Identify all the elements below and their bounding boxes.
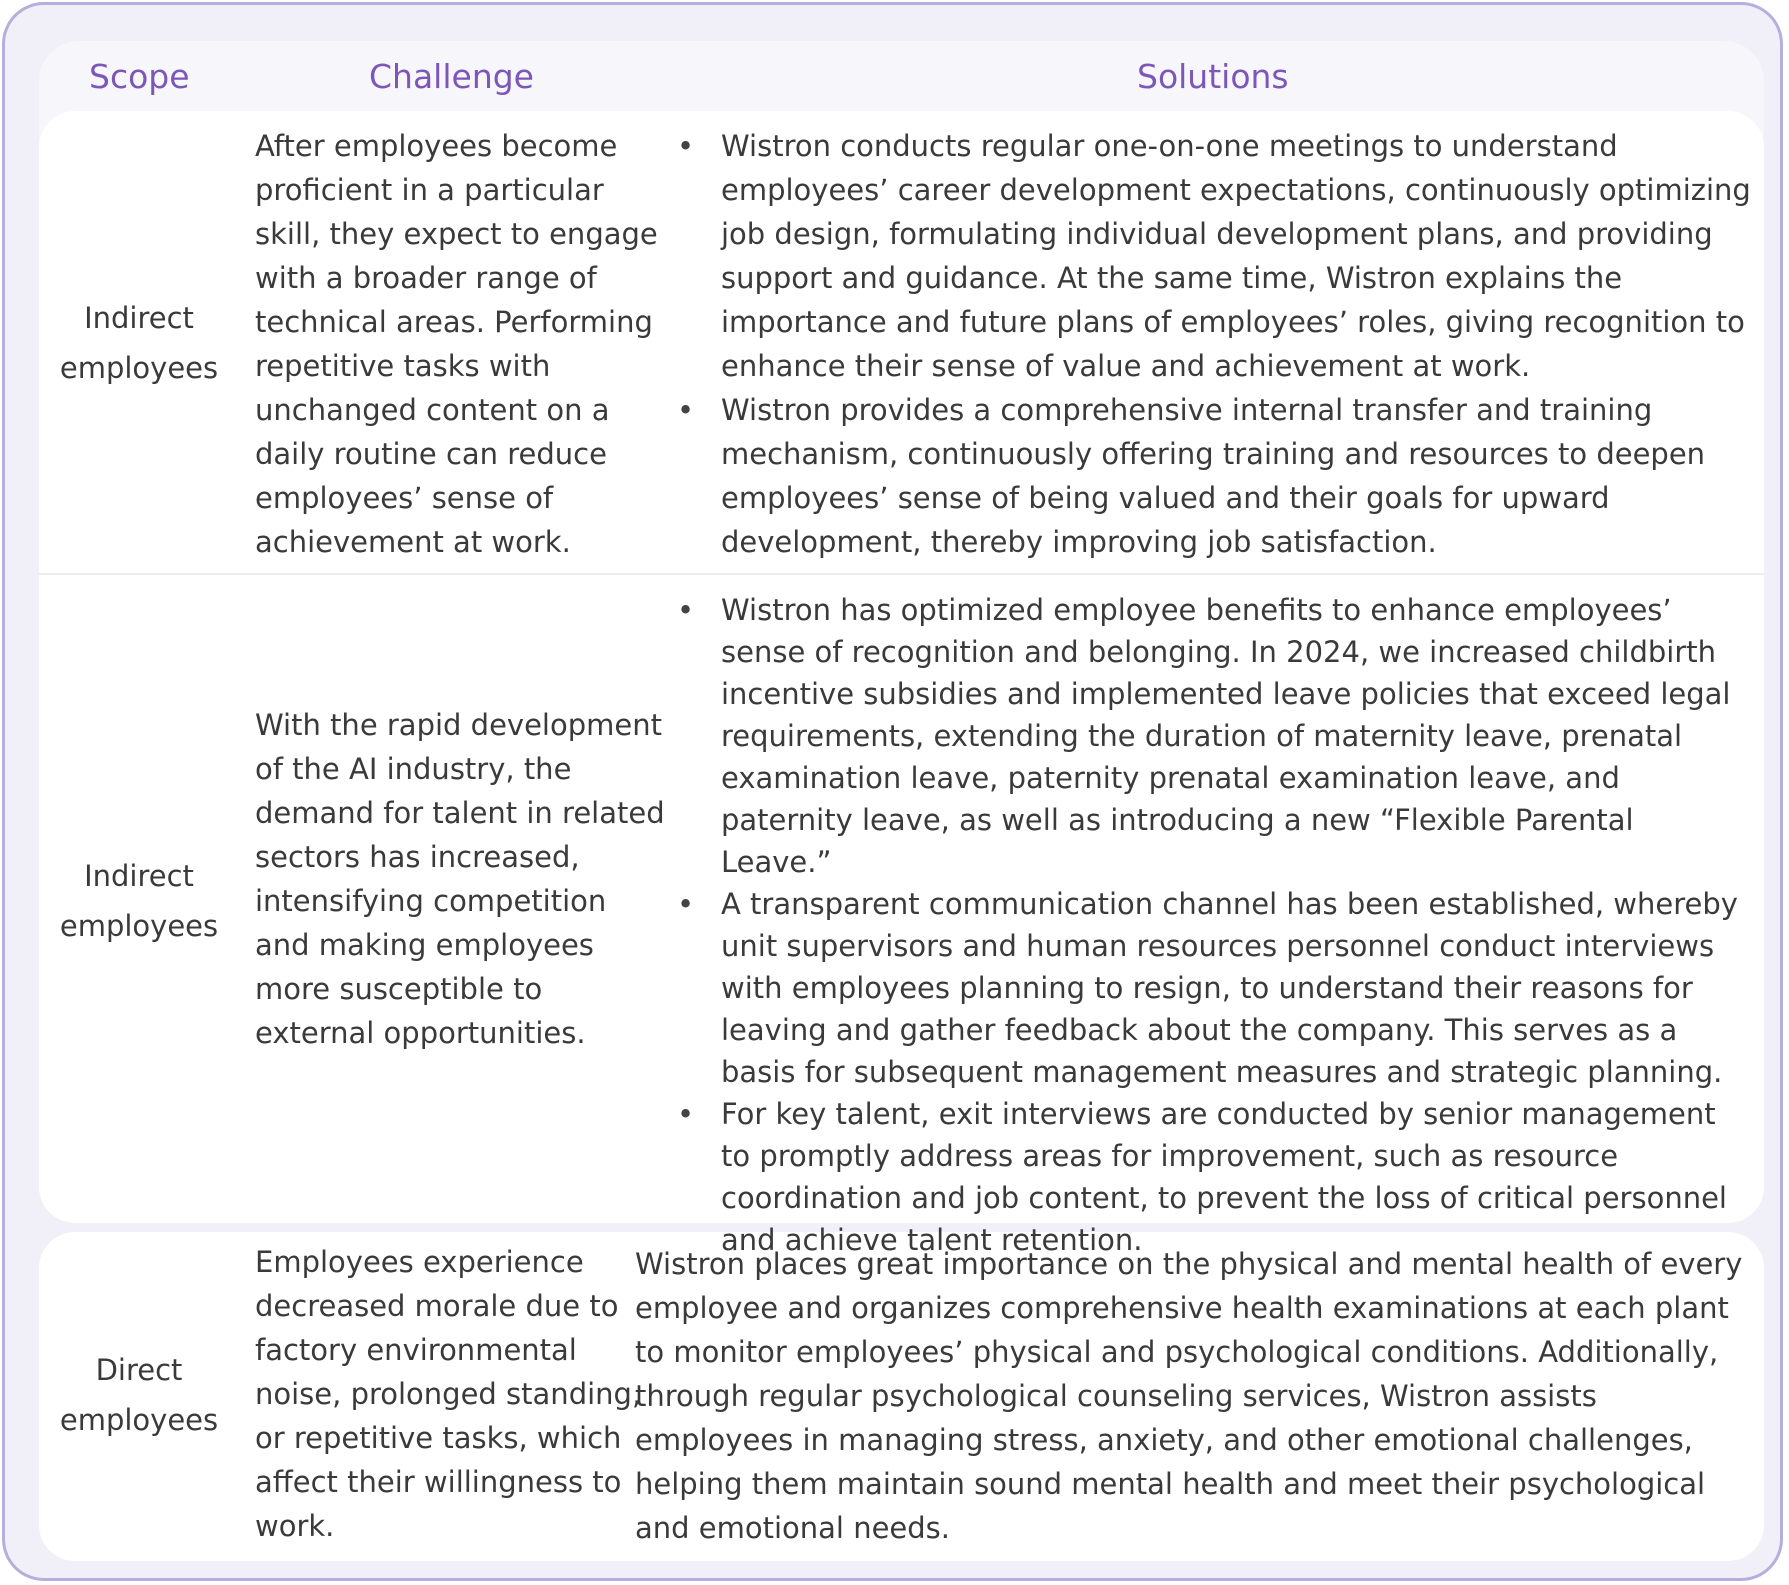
scope-line: employees [59,351,219,385]
solution-item: • Wistron has optimized employee benefits to enhance employees’ sense of recognition and belonging. In 2024, we increased childbirth incentive subsidies and implemented leave policies that exceed legal requirements, extending the duration of maternity leave, prenatal examination leave, paternity prenatal examination leave, and paternity leave, as well as introducing a new “Flexible Parental Leave.” [677,589,1752,883]
scope-line: Direct [95,1353,183,1387]
table-header [39,41,1764,111]
scope-line: employees [59,909,219,943]
scope-line: Indirect [84,859,194,893]
table-row-1-challenge: After employees become proficient in a particular skill, they expect to engage with a broader range of technical areas. Performing repetitive tasks with unchanged content on a daily routine can reduce employees’ sense of achievement at work. [255,129,658,559]
table-row-3-challenge: Employees experience decreased morale due to factory environmental noise, prolonged standing, or repetitive tasks, which affect their willingness to work. [255,1245,642,1543]
solution-item: • For key talent, exit interviews are conducted by senior management to promptly address areas for improvement, such as resource coordination and job content, to prevent the loss of critical personnel and achieve talent retention. [677,1093,1752,1261]
table-row-2-solutions [677,589,1752,1261]
solution-item: • A transparent communication channel has been established, whereby unit supervisors and human resources personnel conduct interviews with employees planning to resign, to understand their reasons for leaving and gather feedback about the company. This serves as a basis for subsequent management measures and strategic planning. [677,883,1752,1093]
table-row-3-solution: Wistron places great importance on the physical and mental health of every employee and organizes comprehensive health examinations at each plant to monitor employees’ physical and psychological conditions. Additionally, through regular psychological counseling services, Wistron assists employees in managing stress, anxiety, and other emotional challenges, helping them maintain sound mental health and meet their psychological and emotional needs. [635,1247,1743,1545]
header-challenge: Challenge [369,57,534,96]
header-solutions: Solutions [1137,57,1289,96]
table-row-1-scope [39,293,239,393]
table-row-2-challenge: With the rapid development of the AI industry, the demand for talent in related sectors has increased, intensifying competition and making employees more susceptible to external opportunities. [255,708,665,1050]
solution-item: • Wistron provides a comprehensive internal transfer and training mechanism, continuously offering training and resources to deepen employees’ sense of being valued and their goals for upward development, thereby improving job satisfaction. [677,388,1752,564]
row-divider [39,573,1764,575]
table-frame [2,2,1783,1581]
scope-line: employees [59,1403,219,1437]
table-row-3-scope [39,1345,239,1445]
solution-item: • Wistron conducts regular one-on-one meetings to understand employees’ career development expectations, continuously optimizing job design, formulating individual development plans, and providing support and guidance. At the same time, Wistron explains the importance and future plans of employees’ roles, giving recognition to enhance their sense of value and achievement at work. [677,124,1752,388]
scope-line: Indirect [84,301,194,335]
table-row-2-scope [39,851,239,951]
table-row-1-solutions [677,124,1752,564]
header-scope: Scope [89,57,190,96]
